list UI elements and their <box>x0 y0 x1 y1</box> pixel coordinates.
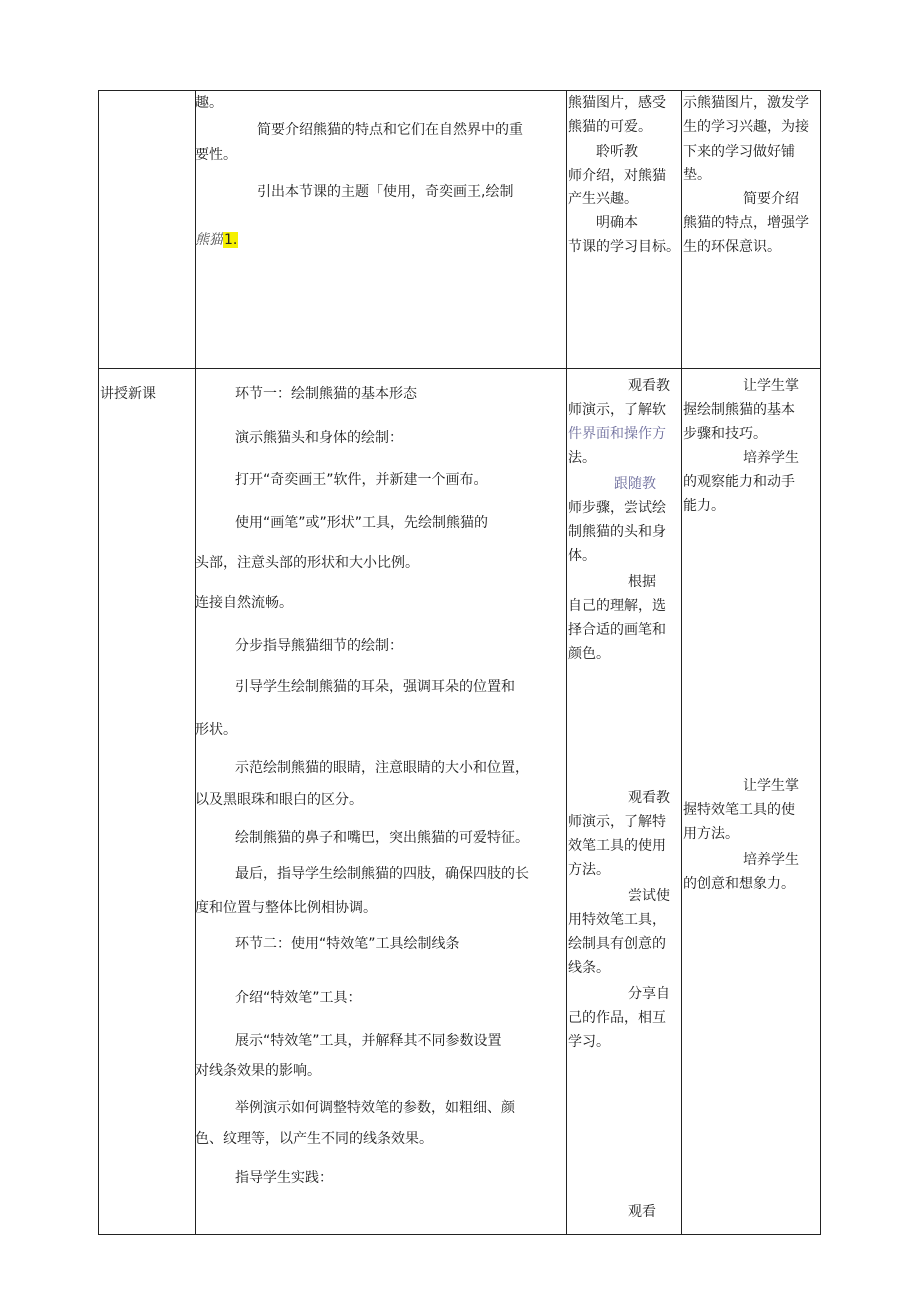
row2-content-line: 举例演示如何调整特效笔的参数，如粗细、颜 <box>235 1100 515 1116</box>
row1-content-line: 简要介绍熊猫的特点和它们在自然界中的重 <box>257 122 523 138</box>
row2-content-line: 头部，注意头部的形状和大小比例。 <box>195 555 419 571</box>
row2-student-line: 体。 <box>568 548 596 564</box>
row1-intent-line: 生的学习兴趣，为接 <box>683 119 809 135</box>
row2-intent-line: 握特效笔工具的使 <box>683 802 795 818</box>
row2-content-line: 对线条效果的影响。 <box>195 1063 321 1079</box>
row2-student-line: 学习。 <box>568 1034 610 1050</box>
row1-intent-line: 示熊猫图片，激发学 <box>683 95 809 111</box>
row2-content-cell <box>195 368 566 1234</box>
row2-intent-cell <box>681 368 820 1234</box>
row2-student-line: 观看教 <box>628 790 670 806</box>
row2-intent-line: 用方法。 <box>683 826 739 842</box>
row2-student-line: 用特效笔工具， <box>568 912 666 928</box>
row1-content-line <box>195 230 238 250</box>
row2-content-line: 连接自然流畅。 <box>195 595 293 611</box>
row2-student-line <box>628 376 670 396</box>
row2-student-line: 跟随教 <box>614 476 656 492</box>
row2-content-line: 演示熊猫头和身体的绘制： <box>235 430 403 446</box>
row1-student-line: 节课的学习目标。 <box>568 239 680 255</box>
row2-student-line: 绘制具有创意的 <box>568 936 666 952</box>
row2-content-line: 度和位置与整体比例相协调。 <box>195 900 377 916</box>
row2-content-line: 绘制熊猫的鼻子和嘴巴，突出熊猫的可爱特征。 <box>235 830 529 846</box>
row2-content-line: 打开“奇奕画王”软件，并新建一个画布。 <box>235 472 488 488</box>
row2-student-line: 师演示，了解特 <box>568 814 666 830</box>
highlighted-text: 1. <box>224 232 238 248</box>
row2-content-line: 示范绘制熊猫的眼睛，注意眼睛的大小和位置， <box>235 760 529 776</box>
row2-student-line: 件界面和操作方 <box>568 426 666 442</box>
row1-content-line: 引出本节课的主题「使用，奇奕画王,绘制 <box>257 184 514 200</box>
row2-student-line: 方法。 <box>568 862 610 878</box>
row2-content-line: 使用“画笔”或”形状”工具，先绘制熊猫的 <box>235 515 489 531</box>
row1-intent-line: 垫。 <box>683 167 711 183</box>
row2-intent-line: 让学生掌 <box>743 778 799 794</box>
row1-student-line: 聆听教 <box>596 144 638 160</box>
row2-student-cell <box>566 368 681 1234</box>
row1-student-line: 熊猫图片，感受 <box>568 95 666 111</box>
row1-content-cell <box>195 90 566 368</box>
row1-student-line: 熊猫的可爱。 <box>568 119 652 135</box>
row2-content-line: 最后，指导学生绘制熊猫的四肢，确保四肢的长 <box>235 866 529 882</box>
row2-intent-line: 让学生掌 <box>743 378 799 394</box>
table-border-left <box>98 90 99 1235</box>
row2-student-line: 师演示，了解软 <box>568 402 666 418</box>
row1-intent-line: 简要介绍 <box>743 191 799 207</box>
row1-intent-line: 生的环保意识。 <box>683 239 781 255</box>
row2-student-line: 尝试使 <box>628 888 670 904</box>
row2-intent-line: 的创意和想象力。 <box>683 876 795 892</box>
row2-student-line: 观看 <box>628 1204 656 1220</box>
row2-content-line: 形状。 <box>195 722 237 738</box>
row1-student-line: 产生兴趣。 <box>568 191 638 207</box>
row1-content-line: 要性。 <box>195 147 237 163</box>
row2-student-line: 线条。 <box>568 960 610 976</box>
row2-student-line: 分享自 <box>628 986 670 1002</box>
row2-student-line: 效笔工具的使用 <box>568 838 666 854</box>
row2-content-line: 以及黑眼珠和眼白的区分。 <box>195 792 363 808</box>
row2-student-line: 择合适的画笔和 <box>568 622 666 638</box>
row2-student-text: 观看教 <box>628 378 670 394</box>
lesson-topic-text: 熊猫 <box>195 232 223 248</box>
row2-student-line: 自己的理解，选 <box>568 598 666 614</box>
row2-content-line: 指导学生实践： <box>235 1170 333 1186</box>
row1-intent-cell <box>681 90 820 368</box>
table-border-bottom <box>98 1234 821 1235</box>
row2-student-line: 根据 <box>628 574 656 590</box>
row2-content-line: 引导学生绘制熊猫的耳朵，强调耳朵的位置和 <box>235 679 515 695</box>
row1-content-line: 趣。 <box>195 95 223 111</box>
lesson-plan-table <box>98 90 821 1235</box>
row2-student-line: 制熊猫的头和身 <box>568 524 666 540</box>
row1-student-line: 明确本 <box>596 215 638 231</box>
row1-intent-line: 熊猫的特点，增强学 <box>683 215 809 231</box>
table-border-right <box>820 90 821 1235</box>
row2-content-line: 介绍“特效笔”工具： <box>235 990 362 1006</box>
row2-content-line: 色、纹理等，以产生不同的线条效果。 <box>195 1131 433 1147</box>
row2-student-line: 己的作品，相互 <box>568 1010 666 1026</box>
section-heading: 环节二：使用“特效笔”工具绘制线条 <box>235 936 460 952</box>
row2-intent-line: 培养学生 <box>743 450 799 466</box>
row1-student-line: 师介绍，对熊猫 <box>568 168 666 184</box>
row2-content-line: 分步指导熊猫细节的绘制： <box>235 638 403 654</box>
row2-content-line: 展示“特效笔”工具，并解释其不同参数设置 <box>235 1033 502 1049</box>
row2-student-line: 师步骤，尝试绘 <box>568 500 666 516</box>
row2-intent-line: 步骤和技巧。 <box>683 426 767 442</box>
row2-student-line: 颜色。 <box>568 646 610 662</box>
row2-intent-line: 的观察能力和动手 <box>683 474 795 490</box>
row2-intent-line: 培养学生 <box>743 852 799 868</box>
row2-intent-line: 握绘制熊猫的基本 <box>683 402 795 418</box>
row1-student-cell <box>566 90 681 368</box>
section-heading: 环节一：绘制熊猫的基本形态 <box>235 386 417 402</box>
stage-label: 讲授新课 <box>100 386 156 402</box>
row2-intent-line: 能力。 <box>683 498 725 514</box>
row1-intent-line: 下来的学习做好铺 <box>683 144 795 160</box>
row2-student-line: 法。 <box>568 450 596 466</box>
